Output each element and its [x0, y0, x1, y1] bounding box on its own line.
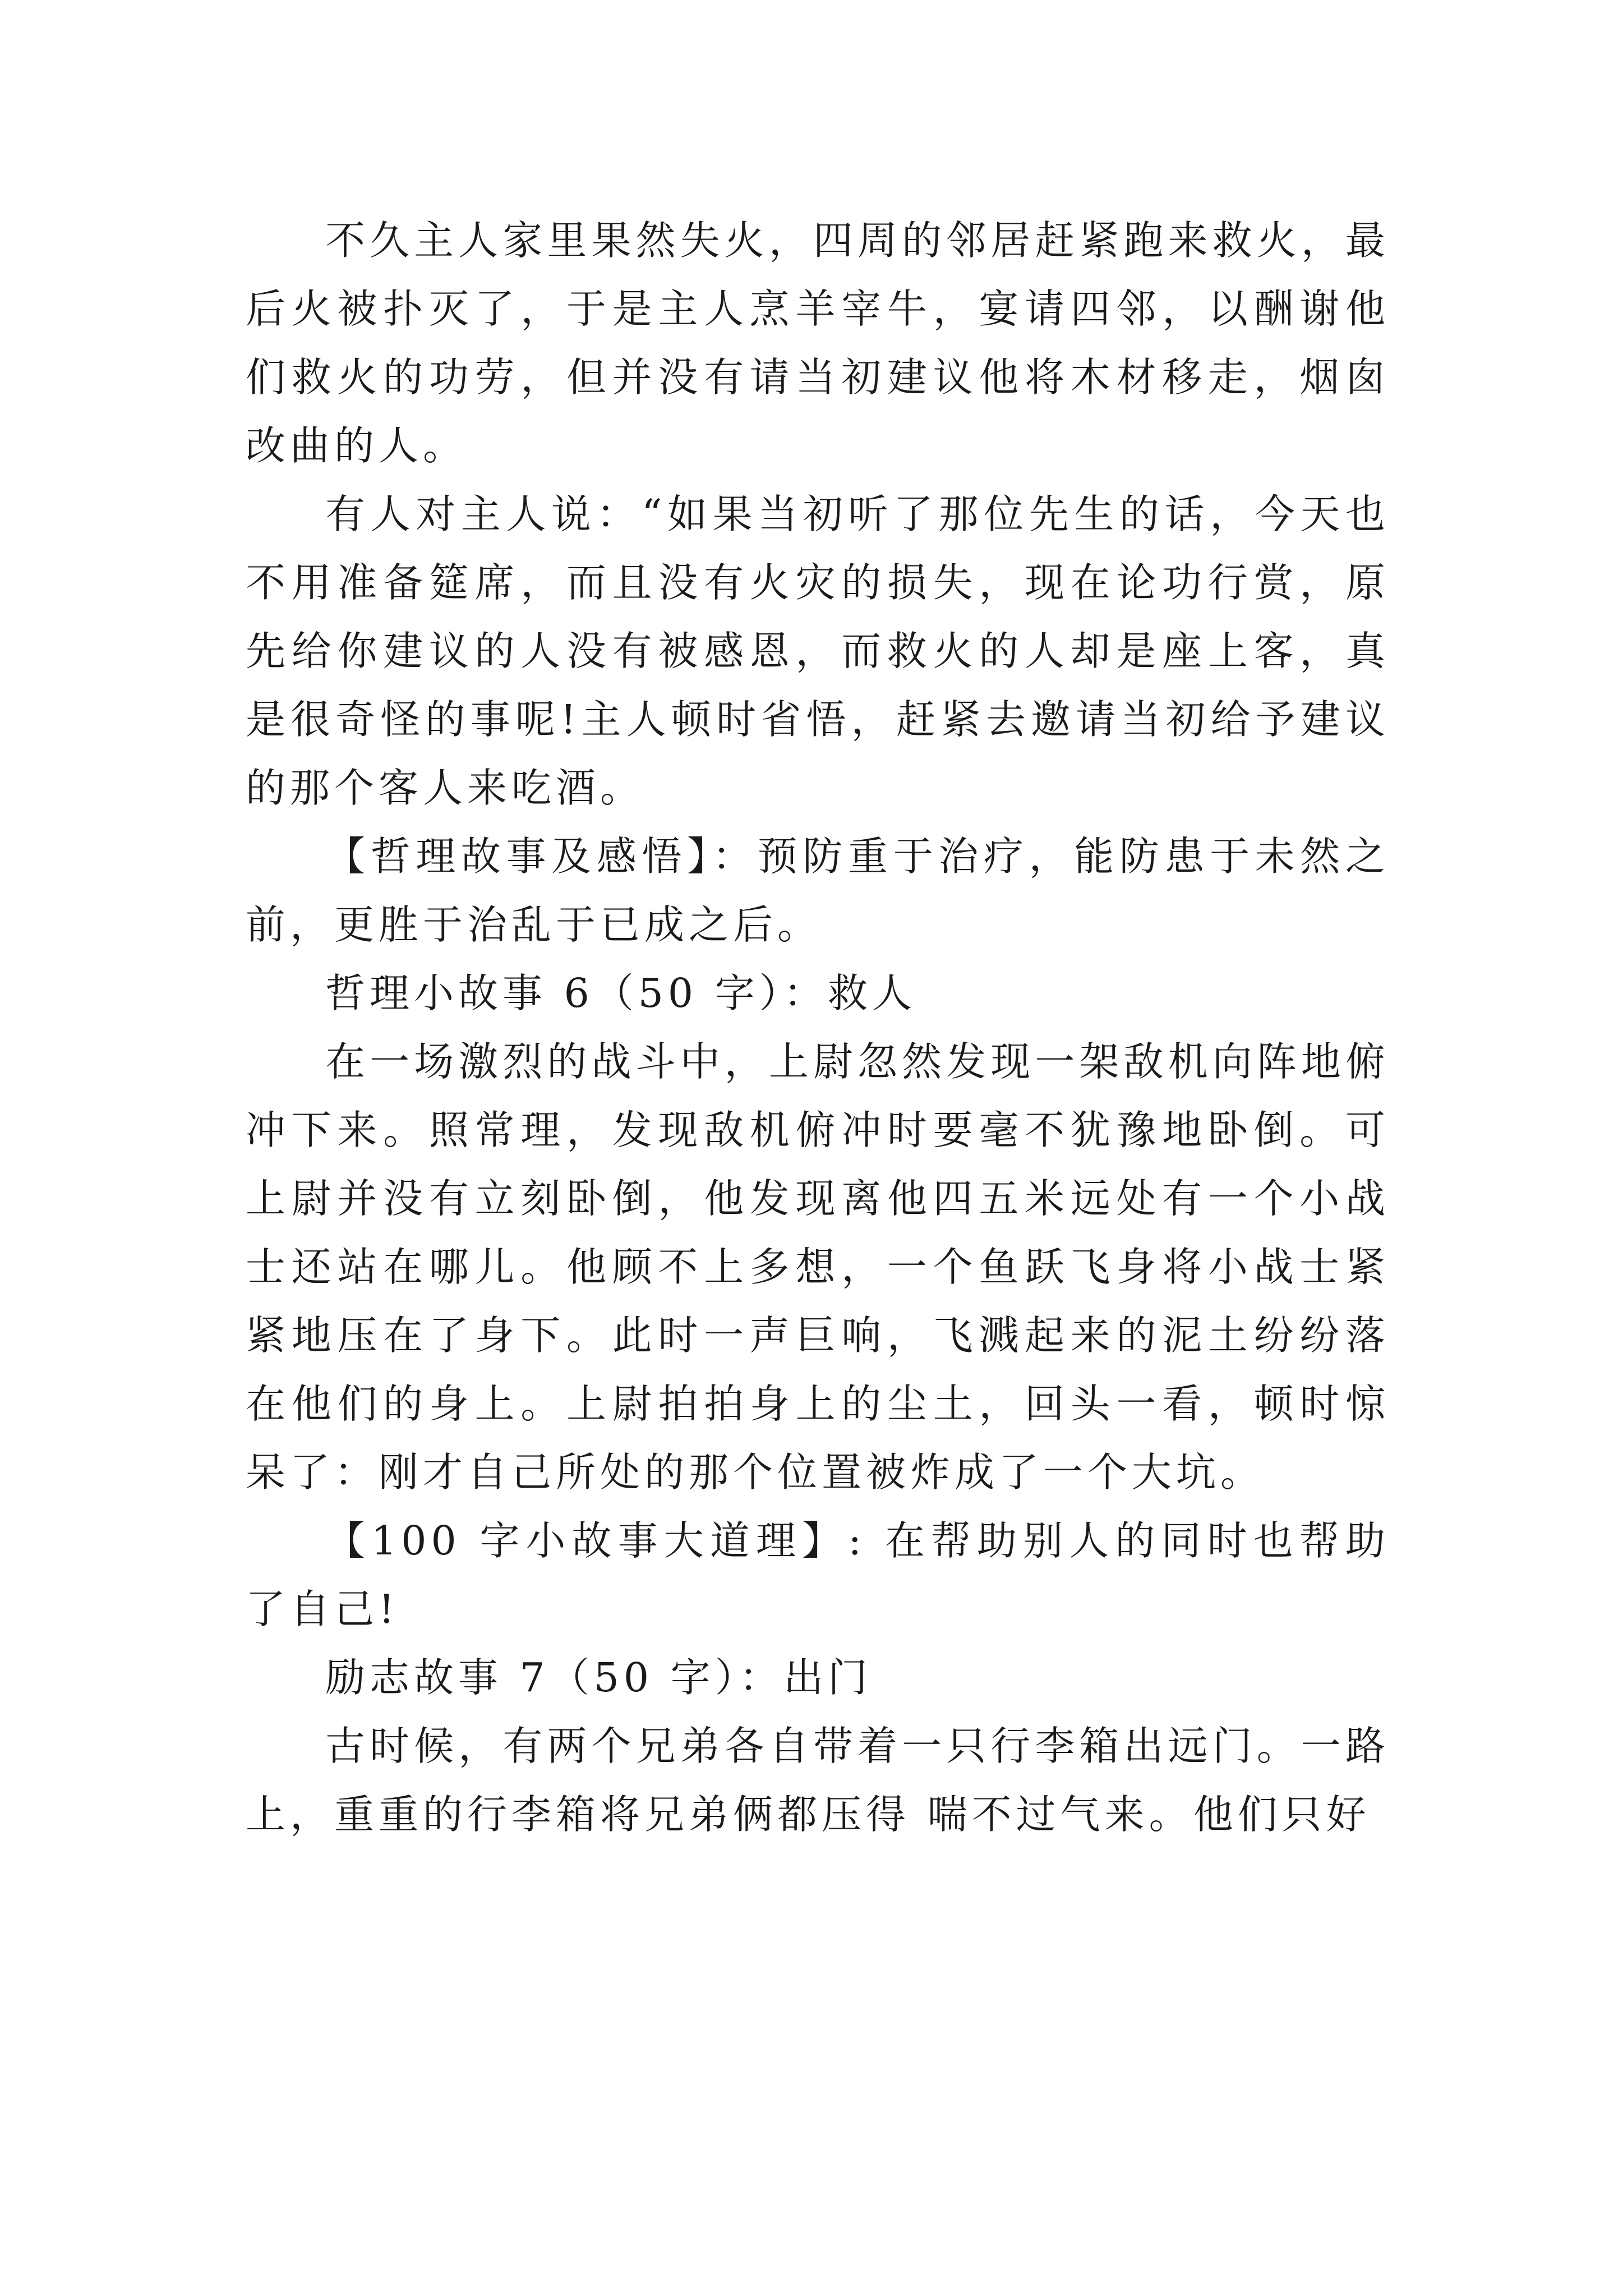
paragraph-going-out-story: 古时候，有两个兄弟各自带着一只行李箱出远门。一路上，重重的行李箱将兄弟俩都压得 喘不过气来。他们只好 — [246, 1723, 1390, 1838]
paragraph-rescue-story: 在一场激烈的战斗中，上尉忽然发现一架敌机向阵地俯冲下来。照常理，发现敌机俯冲时要毫不犹豫地卧倒。可上尉并没有立刻卧倒，他发现离他四五米远处有一个小战士还站在哪儿。他顾不上多想，一个鱼跃飞身将小战士紧紧地压在了身下。此时一声巨响，飞溅起来的泥土纷纷落在他们的身上。上尉拍拍身上的尘土，回头一看，顿时惊呆了：刚才自己所处的那个位置被炸成了一个大坑。 — [246, 1038, 1390, 1496]
story-heading-going-out: 励志故事 7（50 字）：出门 — [325, 1654, 873, 1701]
document-body — [246, 206, 1390, 1849]
paragraph-advice-to-host: 有人对主人说：“如果当初听了那位先生的话，今天也不用准备筵席，而且没有火灾的损失，现在论功行赏，原先给你建议的人没有被感恩，而救火的人却是座上客，真是很奇怪的事呢!主人顿时省悟，赶紧去邀请当初给予建议的那个客人来吃酒。 — [246, 491, 1390, 811]
paragraph-fire-aftermath: 不久主人家里果然失火，四周的邻居赶紧跑来救火，最后火被扑灭了，于是主人烹羊宰牛，宴请四邻，以酬谢他们救火的功劳，但并没有请当初建议他将木材移走，烟囱改曲的人。 — [246, 217, 1390, 469]
paragraph-philosophy-insight: 【哲理故事及感悟】：预防重于治疗，能防患于未然之前，更胜于治乱于已成之后。 — [246, 833, 1390, 948]
paragraph-rescue-moral: 【100 字小故事大道理】: 在帮助别人的同时也帮助了自己! — [246, 1517, 1390, 1632]
story-heading-rescue: 哲理小故事 6（50 字）：救人 — [325, 970, 917, 1016]
